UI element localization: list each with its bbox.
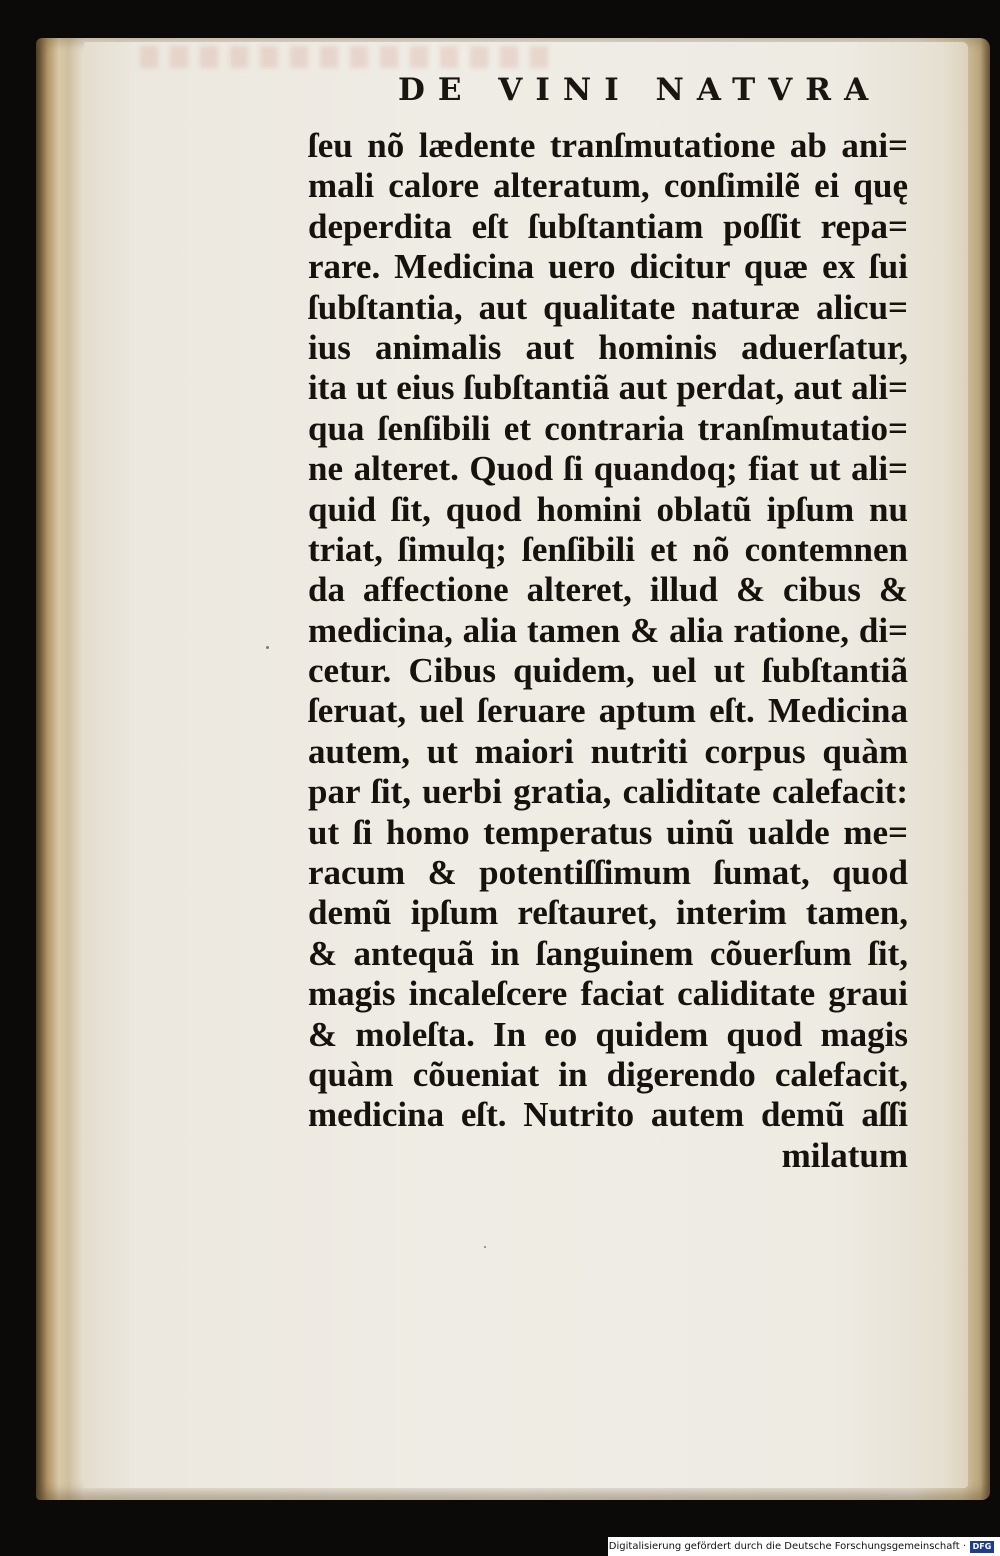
text-line: quid ſit, quod homini oblatũ ipſum nu <box>308 489 908 529</box>
text-line: ſubſtantia, aut qualitate naturæ alicu= <box>308 287 908 327</box>
text-line: & antequã in ſanguinem cõuerſum ſit, <box>308 933 908 973</box>
text-line: ſeruat, uel ſeruare aptum eſt. Medicina <box>308 691 908 731</box>
text-line: & moleſta. In eo quidem quod magis <box>308 1014 908 1054</box>
text-line: cetur. Cibus quidem, uel ut ſubſtantiã <box>308 651 908 691</box>
text-line: ne alteret. Quod ſi quandoq; fiat ut ali= <box>308 449 908 489</box>
text-line: medicina eſt. Nutrito autem demũ aſſi <box>308 1095 908 1135</box>
footer-credit: Digitalisierung gefördert durch die Deutsche Forschungsgemeinschaft · <box>608 1541 966 1552</box>
body-text <box>308 126 908 1176</box>
text-line: par ſit, uerbi gratia, caliditate calefacit: <box>308 772 908 812</box>
text-line: medicina, alia tamen & alia ratione, di= <box>308 610 908 650</box>
dfg-logo-icon: DFG <box>970 1541 994 1553</box>
text-line: ut ſi homo temperatus uinũ ualde me= <box>308 812 908 852</box>
text-line: ita ut eius ſubſtantiã aut perdat, aut ali= <box>308 368 908 408</box>
text-line: magis incaleſcere faciat caliditate graui <box>308 974 908 1014</box>
paper-speck <box>484 1246 486 1248</box>
catchword: milatum <box>781 1135 908 1175</box>
text-line: racum & potentiſſimum ſumat, quod <box>308 853 908 893</box>
show-through-bleed <box>140 46 560 68</box>
running-head: DE VINI NATVRA <box>398 72 882 108</box>
paper-speck <box>266 646 269 649</box>
text-line: rare. Medicina uero dicitur quæ ex ſui <box>308 247 908 287</box>
text-line: ius animalis aut hominis aduerſatur, <box>308 327 908 367</box>
text-line: mali calore alteratum, conſimilẽ ei quę <box>308 166 908 206</box>
text-line: da affectione alteret, illud & cibus & <box>308 570 908 610</box>
text-line: triat, ſimulq; ſenſibili et nõ contemnen <box>308 529 908 569</box>
text-line: deperdita eſt ſubſtantiam poſſit repa= <box>308 206 908 246</box>
text-line: quàm cõueniat in digerendo calefacit, <box>308 1054 908 1094</box>
text-line: autem, ut maiori nutriti corpus quàm <box>308 731 908 771</box>
text-line: ſeu nõ lædente tranſmutatione ab ani= <box>308 126 908 165</box>
digitization-footer <box>608 1537 1000 1556</box>
text-line: qua ſenſibili et contraria tranſmutatio= <box>308 408 908 448</box>
text-line: demũ ipſum reſtauret, interim tamen, <box>308 893 908 933</box>
